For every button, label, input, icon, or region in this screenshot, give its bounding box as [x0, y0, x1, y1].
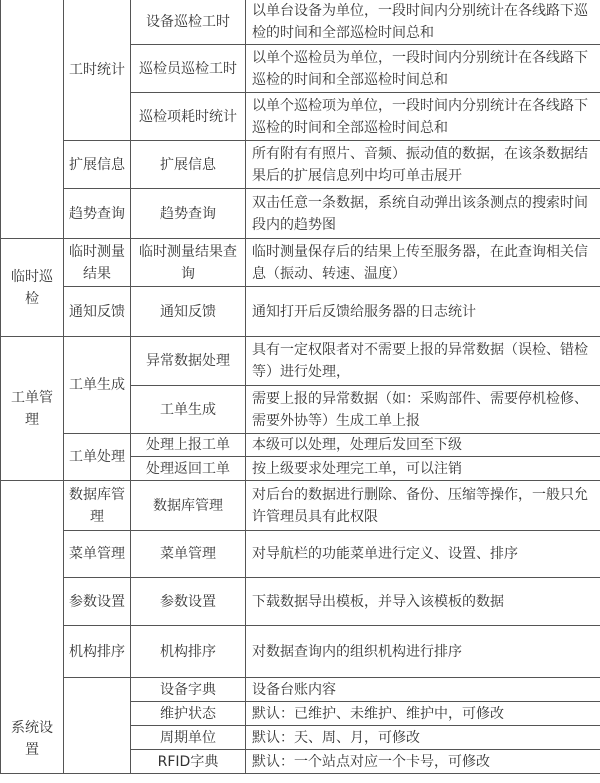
- function-desc-cell: 所有附有有照片、音频、振动值的数据，在该条数据结果后的扩展信息列中均可单击展开: [246, 141, 600, 189]
- module-label-system-settings: 系统设置: [11, 720, 53, 758]
- function-desc-cell: 以单台设备为单位，一段时间内分别统计在各线路下巡检的时间和全部巡检时间总和: [246, 0, 600, 45]
- function-name-cell: 扩展信息: [131, 141, 246, 189]
- function-desc-cell: 通知打开后反馈给服务器的日志统计: [246, 287, 600, 337]
- function-name-cell: 巡检员巡检工时: [131, 45, 246, 93]
- table-row: [1, 434, 600, 457]
- function-desc-cell: 具有一定权限者对不需要上报的异常数据（误检、错检等）进行处理，: [246, 337, 600, 386]
- function-name-cell: 设备字典: [131, 678, 246, 702]
- function-desc-cell: 双击任意一条数据，系统自动弹出该条测点的搜索时间段内的趋势图: [246, 189, 600, 239]
- function-name-cell: 周期单位: [131, 726, 246, 750]
- group-cell-temp-measure: 临时测量结果: [64, 239, 131, 287]
- function-name-cell: 巡检项耗时统计: [131, 93, 246, 141]
- function-name-cell: 设备巡检工时: [131, 0, 246, 45]
- table-row: [1, 141, 600, 189]
- function-desc-cell: 按上级要求处理完工单，可以注销: [246, 457, 600, 481]
- function-name-cell: 数据库管理: [131, 481, 246, 531]
- module-cell-work-order: 工单管理: [1, 337, 64, 481]
- group-cell-org-sort: 机构排序: [64, 626, 131, 678]
- group-cell-dictionaries: [64, 678, 131, 774]
- function-desc-cell: 临时测量保存后的结果上传至服务器，在此查询相关信息（振动、转速、温度）: [246, 239, 600, 287]
- function-name-cell: 工单生成: [131, 386, 246, 434]
- table-row: [1, 531, 600, 578]
- table-row: [1, 626, 600, 678]
- function-name-cell: 参数设置: [131, 578, 246, 626]
- function-name-cell: RFID字典: [131, 750, 246, 774]
- group-cell-work-order-generate: 工单生成: [64, 337, 131, 434]
- table-row: [1, 481, 600, 531]
- module-cell-temp-inspection: 临时巡检: [1, 239, 64, 337]
- table-row: [1, 287, 600, 337]
- function-name-cell: 通知反馈: [131, 287, 246, 337]
- group-cell-notice-feedback: 通知反馈: [64, 287, 131, 337]
- group-cell-trend-query: 趋势查询: [64, 189, 131, 239]
- table-row: [1, 189, 600, 239]
- function-desc-cell: 下载数据导出模板，并导入该模板的数据: [246, 578, 600, 626]
- table-row: [1, 678, 600, 702]
- function-name-cell: 临时测量结果查询: [131, 239, 246, 287]
- table-row: [1, 337, 600, 386]
- table-row: [1, 239, 600, 287]
- function-name-cell: 机构排序: [131, 626, 246, 678]
- function-name-cell: 处理返回工单: [131, 457, 246, 481]
- function-desc-cell: 对后台的数据进行删除、备份、压缩等操作，一般只允许管理员具有此权限: [246, 481, 600, 531]
- function-desc-cell: 默认：已维护、未维护、维护中，可修改: [246, 702, 600, 726]
- group-cell-menu-mgmt: 菜单管理: [64, 531, 131, 578]
- table-row: [1, 0, 600, 45]
- function-name-cell: 维护状态: [131, 702, 246, 726]
- table-row: [1, 578, 600, 626]
- module-cell-system-settings: [1, 481, 64, 774]
- function-desc-cell: 默认：一个站点对应一个卡号，可修改: [246, 750, 600, 774]
- group-cell-work-hours: 工时统计: [64, 0, 131, 141]
- function-name-cell: 异常数据处理: [131, 337, 246, 386]
- function-desc-cell: 对导航栏的功能菜单进行定义、设置、排序: [246, 531, 600, 578]
- function-desc-cell: 以单个巡检项为单位，一段时间内分别统计在各线路下巡检的时间和全部巡检时间总和: [246, 93, 600, 141]
- function-desc-cell: 对数据查询内的组织机构进行排序: [246, 626, 600, 678]
- function-desc-cell: 本级可以处理，处理后发回至下级: [246, 434, 600, 457]
- group-cell-extended-info: 扩展信息: [64, 141, 131, 189]
- module-cell-continued: [1, 0, 64, 239]
- group-cell-param-settings: 参数设置: [64, 578, 131, 626]
- group-cell-database-mgmt: 数据库管理: [64, 481, 131, 531]
- group-cell-work-order-process: 工单处理: [64, 434, 131, 481]
- function-name-cell: 趋势查询: [131, 189, 246, 239]
- function-desc-cell: 默认：天、周、月，可修改: [246, 726, 600, 750]
- function-desc-cell: 设备台账内容: [246, 678, 600, 702]
- function-desc-cell: 以单个巡检员为单位，一段时间内分别统计在各线路下巡检的时间和全部巡检时间总和: [246, 45, 600, 93]
- function-desc-cell: 需要上报的异常数据（如：采购部件、需要停机检修、需要外协等）生成工单上报: [246, 386, 600, 434]
- function-name-cell: 菜单管理: [131, 531, 246, 578]
- function-name-cell: 处理上报工单: [131, 434, 246, 457]
